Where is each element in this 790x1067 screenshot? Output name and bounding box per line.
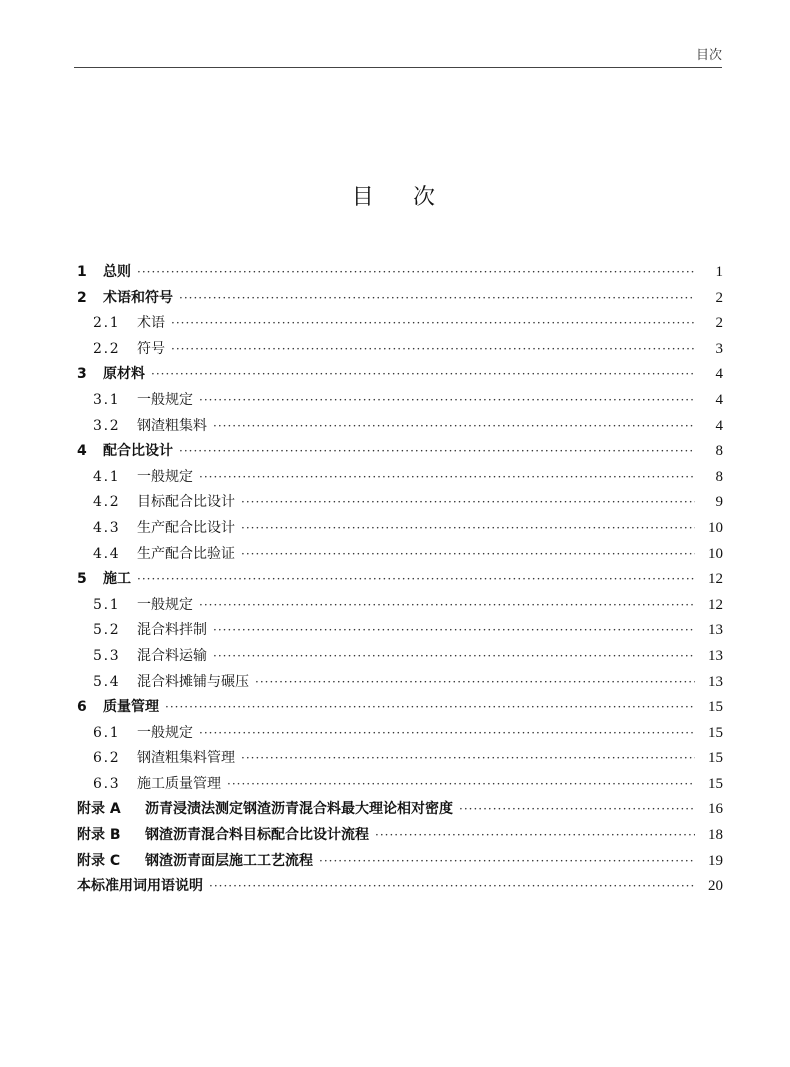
toc-entry[interactable] [77, 414, 723, 440]
toc-entry-page: 13 [708, 647, 723, 664]
toc-entry[interactable] [77, 260, 723, 286]
toc-entry-label: 钢渣沥青面层施工工艺流程 [145, 852, 313, 869]
toc-leader-dots [199, 388, 695, 414]
toc-leader-dots [213, 414, 695, 440]
header-rule [74, 67, 722, 68]
toc-entry-page: 4 [715, 366, 723, 383]
toc-entry-page: 15 [708, 750, 723, 767]
toc-entry-page: 15 [708, 724, 723, 741]
toc-entry-number: 6.3 [93, 775, 121, 792]
toc-entry[interactable] [77, 542, 723, 568]
toc-leader-dots [319, 849, 695, 875]
toc-entry-label: 总则 [103, 264, 131, 280]
toc-leader-dots [165, 695, 695, 721]
toc-entry[interactable] [77, 874, 723, 900]
toc-entry[interactable] [77, 823, 723, 849]
toc-leader-dots [199, 465, 695, 491]
toc-entry-page: 9 [715, 494, 723, 511]
toc-entry-number: 4.1 [93, 468, 121, 485]
toc-entry-page: 18 [708, 827, 723, 844]
toc-entry-label: 原材料 [103, 366, 145, 383]
toc-leader-dots [179, 286, 695, 312]
running-header: 目次 [695, 48, 722, 63]
toc-leader-dots [213, 618, 695, 644]
toc-entry-number: 6 [77, 699, 87, 716]
toc-entry-page: 12 [708, 571, 723, 588]
toc-entry-number: 4.4 [93, 545, 121, 562]
toc-entry-page: 13 [708, 673, 723, 690]
toc-entry-page: 8 [715, 468, 723, 485]
table-of-contents [77, 260, 723, 900]
toc-entry-number: 6.2 [93, 750, 121, 767]
page-title-right: 次 [413, 185, 439, 210]
toc-entry[interactable] [77, 644, 723, 670]
toc-entry-label: 混合料摊铺与碾压 [137, 673, 249, 690]
toc-entry[interactable] [77, 593, 723, 619]
toc-entry[interactable] [77, 311, 723, 337]
toc-leader-dots [151, 362, 695, 388]
toc-entry[interactable] [77, 337, 723, 363]
toc-leader-dots [241, 542, 695, 568]
toc-entry[interactable] [77, 797, 723, 823]
toc-entry-label: 一般规定 [137, 596, 193, 613]
toc-entry-label: 施工质量管理 [137, 775, 221, 792]
toc-entry-page: 1 [715, 264, 723, 280]
toc-leader-dots [137, 260, 695, 286]
toc-entry-number: 5 [77, 571, 87, 588]
toc-entry-number: 5.3 [93, 647, 121, 664]
toc-entry-page: 13 [708, 622, 723, 639]
toc-entry-label: 配合比设计 [103, 443, 173, 460]
toc-entry-number: 附录 B [77, 827, 121, 844]
toc-entry-number: 6.1 [93, 724, 121, 741]
toc-leader-dots [241, 490, 695, 516]
toc-entry[interactable] [77, 670, 723, 696]
toc-entry-number: 3.1 [93, 391, 121, 408]
toc-entry[interactable] [77, 490, 723, 516]
toc-entry-label: 一般规定 [137, 391, 193, 408]
toc-leader-dots [199, 593, 695, 619]
toc-entry[interactable] [77, 516, 723, 542]
toc-entry-number: 1 [77, 264, 87, 280]
toc-entry-label: 混合料拌制 [137, 622, 207, 639]
toc-entry-page: 2 [715, 315, 723, 332]
toc-entry-number: 4.3 [93, 519, 121, 536]
toc-entry-number: 5.2 [93, 622, 121, 639]
toc-leader-dots [241, 746, 695, 772]
toc-entry-page: 15 [708, 699, 723, 716]
toc-entry-page: 4 [715, 417, 723, 434]
toc-entry[interactable] [77, 772, 723, 798]
toc-leader-dots [459, 797, 695, 823]
toc-entry-page: 3 [715, 340, 723, 357]
toc-entry[interactable] [77, 746, 723, 772]
toc-leader-dots [227, 772, 695, 798]
toc-entry-number: 2.1 [93, 315, 121, 332]
toc-entry-page: 10 [708, 545, 723, 562]
toc-entry-page: 20 [708, 878, 723, 895]
toc-entry-page: 8 [715, 443, 723, 460]
toc-entry-page: 2 [715, 289, 723, 306]
toc-leader-dots [375, 823, 695, 849]
toc-entry-number: 2.2 [93, 340, 121, 357]
toc-leader-dots [199, 721, 695, 747]
toc-entry-label: 生产配合比设计 [137, 519, 235, 536]
toc-entry-page: 19 [708, 852, 723, 869]
toc-entry-label: 一般规定 [137, 468, 193, 485]
toc-entry[interactable] [77, 567, 723, 593]
toc-entry-number: 2 [77, 289, 87, 306]
toc-entry[interactable] [77, 695, 723, 721]
toc-entry-number: 3 [77, 366, 87, 383]
toc-entry-label: 质量管理 [103, 699, 159, 716]
toc-entry-number: 附录 A [77, 801, 121, 818]
toc-entry-label: 施工 [103, 571, 131, 588]
toc-entry-number: 4 [77, 443, 87, 460]
toc-entry-number: 5.4 [93, 673, 121, 690]
toc-entry-number: 4.2 [93, 494, 121, 511]
toc-entry-label: 符号 [137, 340, 165, 357]
page-title-left: 目 [351, 185, 377, 210]
toc-entry-label: 术语和符号 [103, 289, 173, 306]
toc-entry-label: 本标准用词用语说明 [77, 878, 203, 895]
toc-entry-number: 5.1 [93, 596, 121, 613]
toc-leader-dots [209, 874, 695, 900]
toc-entry[interactable] [77, 362, 723, 388]
toc-entry[interactable] [77, 721, 723, 747]
page-title [0, 180, 790, 211]
toc-entry-label: 生产配合比验证 [137, 545, 235, 562]
toc-entry-page: 16 [708, 801, 723, 818]
toc-entry[interactable] [77, 388, 723, 414]
toc-leader-dots [179, 439, 695, 465]
toc-leader-dots [241, 516, 695, 542]
toc-leader-dots [137, 567, 695, 593]
toc-entry-label: 钢渣沥青混合料目标配合比设计流程 [145, 827, 369, 844]
toc-entry[interactable] [77, 439, 723, 465]
toc-leader-dots [213, 644, 695, 670]
toc-leader-dots [171, 311, 695, 337]
toc-entry-label: 钢渣粗集料管理 [137, 750, 235, 767]
toc-entry[interactable] [77, 286, 723, 312]
toc-entry-number: 附录 C [77, 852, 121, 869]
toc-entry-label: 目标配合比设计 [137, 494, 235, 511]
toc-entry-label: 钢渣粗集料 [137, 417, 207, 434]
toc-leader-dots [255, 670, 695, 696]
toc-entry-number: 3.2 [93, 417, 121, 434]
toc-entry-label: 术语 [137, 315, 165, 332]
toc-entry-label: 混合料运输 [137, 647, 207, 664]
toc-entry-page: 12 [708, 596, 723, 613]
toc-entry[interactable] [77, 618, 723, 644]
toc-entry-page: 4 [715, 391, 723, 408]
toc-entry-page: 15 [708, 775, 723, 792]
toc-entry[interactable] [77, 465, 723, 491]
toc-entry[interactable] [77, 849, 723, 875]
toc-leader-dots [171, 337, 695, 363]
toc-entry-label: 沥青浸渍法测定钢渣沥青混合料最大理论相对密度 [145, 801, 453, 818]
toc-entry-label: 一般规定 [137, 724, 193, 741]
toc-entry-page: 10 [708, 519, 723, 536]
